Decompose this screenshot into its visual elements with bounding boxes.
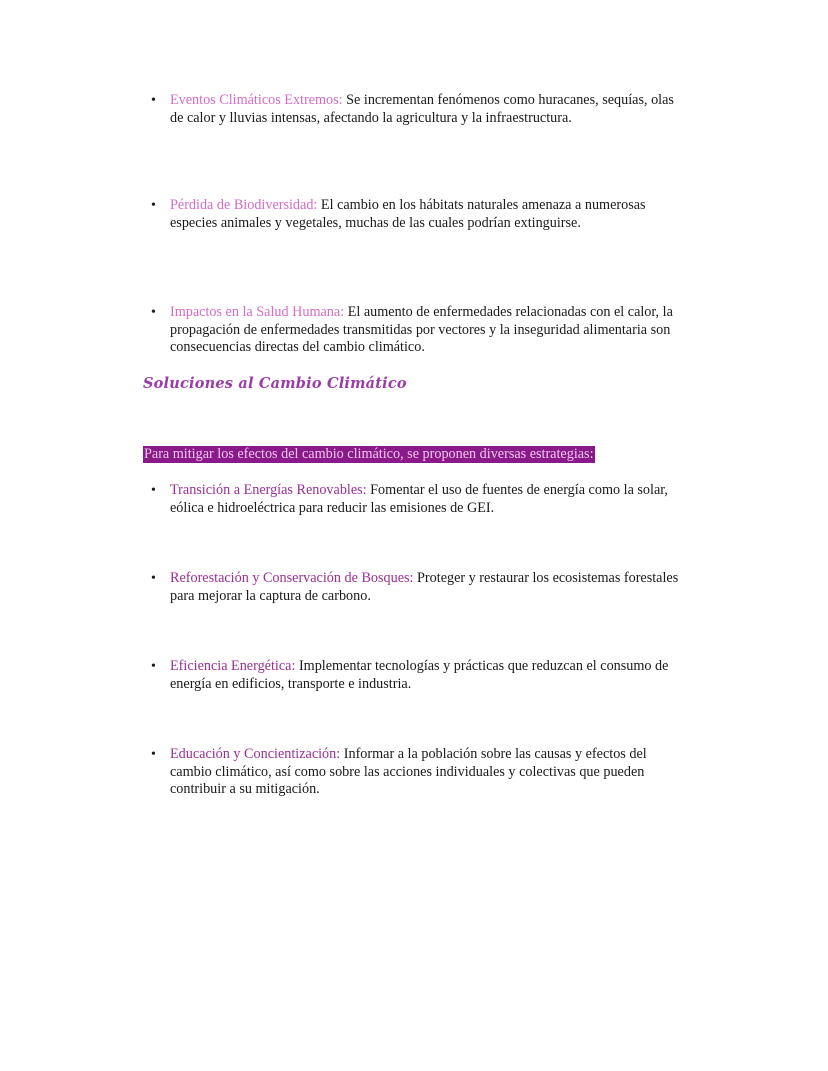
section-title: Soluciones al Cambio Climático bbox=[143, 375, 407, 392]
list-item bbox=[151, 658, 690, 693]
bullet-icon: • bbox=[151, 483, 156, 498]
bullet-icon: • bbox=[151, 659, 156, 674]
bullet-icon: • bbox=[151, 747, 156, 762]
list-item-term: Reforestación y Conservación de Bosques: bbox=[170, 570, 414, 586]
list-item-term: Pérdida de Biodiversidad: bbox=[170, 197, 318, 213]
list-item bbox=[151, 92, 690, 127]
list-item bbox=[151, 746, 690, 799]
list-item-term: Eficiencia Energética: bbox=[170, 658, 296, 674]
list-item bbox=[151, 482, 690, 517]
list-item-text: Fomentar el uso de fuentes de energía como la solar, eólica e hidroeléctrica para reducir las emisiones de GEI. bbox=[170, 482, 668, 516]
list-item-term: Impactos en la Salud Humana: bbox=[170, 304, 345, 320]
list-item-text: Informar a la población sobre las causas y efectos del cambio climático, así como sobre las acciones individuales y colectivas que pueden contribuir a su mitigación. bbox=[170, 746, 647, 797]
list-item bbox=[151, 570, 690, 605]
list-item-text: Se incrementan fenómenos como huracanes, sequías, olas de calor y lluvias intensas, afectando la agricultura y la infraestructura. bbox=[170, 92, 674, 126]
list-item-term: Transición a Energías Renovables: bbox=[170, 482, 367, 498]
list-item bbox=[151, 197, 690, 232]
bullet-icon: • bbox=[151, 198, 156, 213]
bullet-icon: • bbox=[151, 571, 156, 586]
bullet-icon: • bbox=[151, 93, 156, 108]
list-item-text: Proteger y restaurar los ecosistemas forestales para mejorar la captura de carbono. bbox=[170, 570, 679, 604]
list-item-term: Educación y Concientización: bbox=[170, 746, 341, 762]
list-item-term: Eventos Climáticos Extremos: bbox=[170, 92, 343, 108]
list-item-text: El cambio en los hábitats naturales amenaza a numerosas especies animales y vegetales, muchas de las cuales podrían extinguirse. bbox=[170, 197, 646, 231]
list-item-text: Implementar tecnologías y prácticas que reduzcan el consumo de energía en edificios, transporte e industria. bbox=[170, 658, 669, 692]
section-intro: Para mitigar los efectos del cambio climático, se proponen diversas estrategias: bbox=[144, 446, 594, 462]
bullet-icon: • bbox=[151, 305, 156, 320]
list-item-text: El aumento de enfermedades relacionadas con el calor, la propagación de enfermedades transmitidas por vectores y la inseguridad alimentaria son consecuencias directas del cambio climático. bbox=[170, 304, 673, 355]
list-item bbox=[151, 304, 690, 357]
